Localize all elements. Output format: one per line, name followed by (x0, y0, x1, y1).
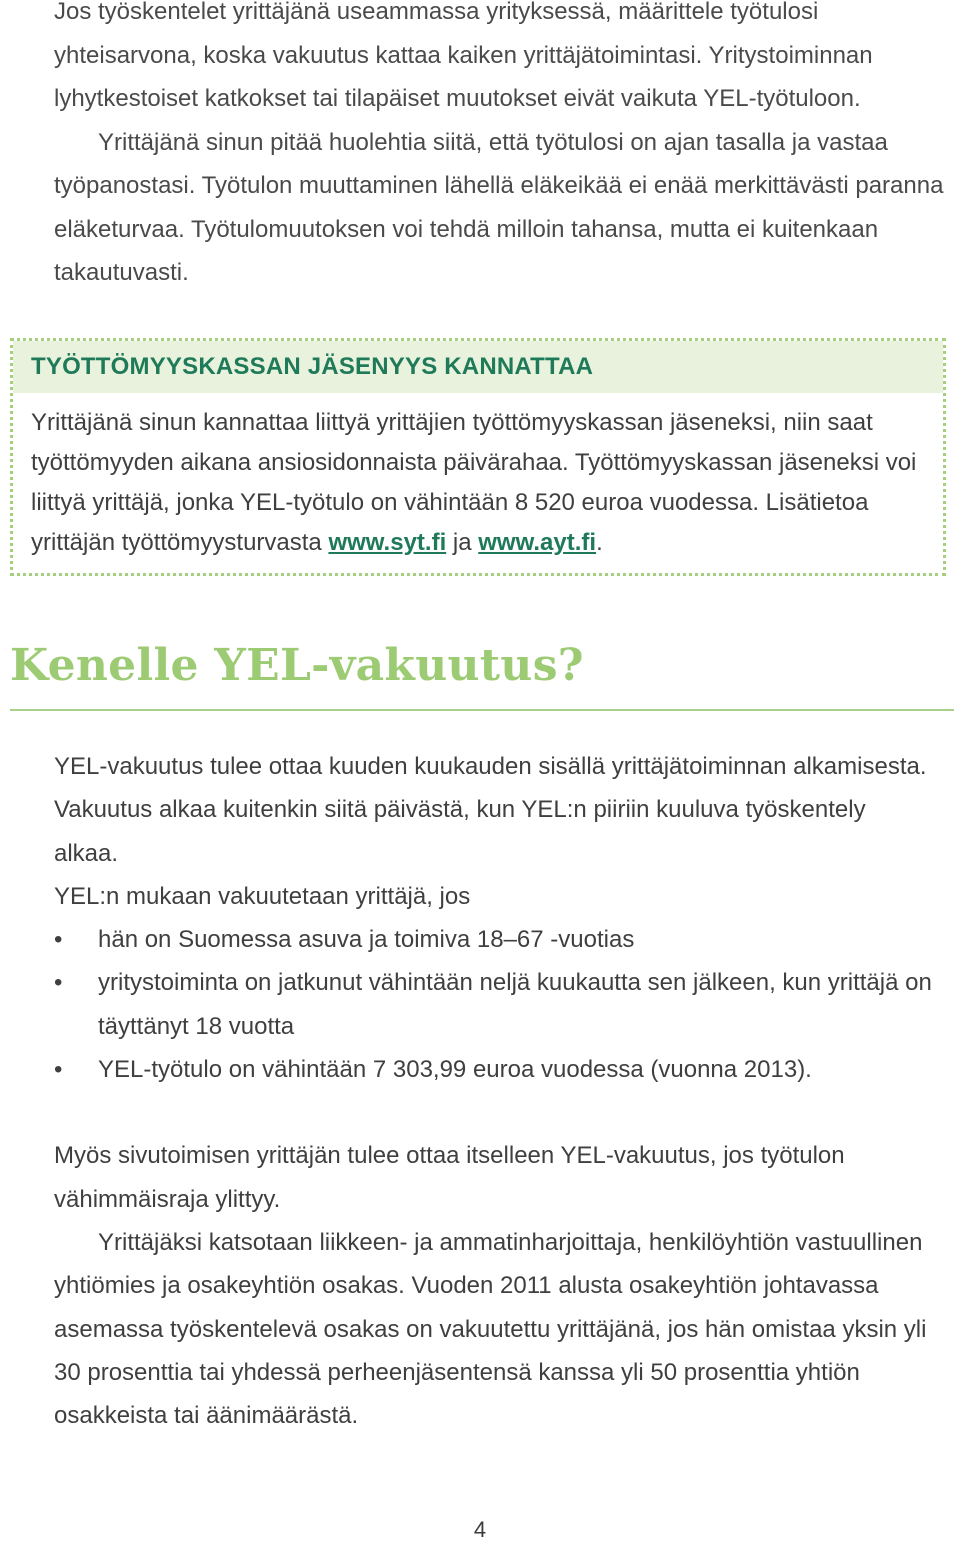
infobox-end: . (596, 529, 603, 556)
page-number: 4 (473, 1517, 487, 1542)
link-syt[interactable]: www.syt.fi (328, 529, 447, 556)
infobox-body-text: Yrittäjänä sinun kannattaa liittyä yrittäjien työttömyyskassan jäseneksi, niin saat työttömyyden aikana ansiosidonnaista päivärahaa. Työttömyyskassan jäseneksi voi liittyä yrittäjä, jonka YEL-työtulo on vähintään 8 520 euroa vuodessa. Lisätietoa yrittäjän työttömyysturvasta (31, 409, 917, 556)
bullet-icon: • (54, 926, 63, 954)
infobox-header (13, 341, 943, 393)
infobox-connector: ja (452, 529, 472, 556)
list-item-text: yritystoiminta on jatkunut vähintään neljä kuukautta sen jälkeen, kun yrittäjä on täyttänyt 18 vuotta (98, 969, 932, 1040)
list-item (54, 1048, 934, 1091)
section-heading: Kenelle YEL-vakuutus? (10, 640, 584, 691)
infobox-title: TYÖTTÖMYYSKASSAN JÄSENYYS KANNATTAA (31, 353, 594, 380)
link-ayt[interactable]: www.ayt.fi (478, 529, 597, 556)
section-divider (10, 709, 954, 711)
intro-section (54, 0, 944, 295)
list-item-text: YEL-työtulo on vähintään 7 303,99 euroa vuodessa (vuonna 2013). (98, 1056, 812, 1084)
section-paragraph-1: YEL-vakuutus tulee ottaa kuuden kuukauden sisällä yrittäjätoiminnan alkamisesta. Vakuutus alkaa kuitenkin siitä päivästä, kun YEL:n piiriin kuuluva työskentely alkaa. (54, 753, 927, 867)
list-item (54, 961, 934, 1048)
intro-paragraph-2: Yrittäjänä sinun pitää huolehtia siitä, että työtulosi on ajan tasalla ja vastaa työpanostasi. Työtulon muuttaminen lähellä eläkeikää ei enää merkittävästi paranna eläketurvaa. Työtulomuutoksen voi tehdä milloin tahansa, mutta ei kuitenkaan takautuvasti. (54, 128, 944, 286)
list-item-text: hän on Suomessa asuva ja toimiva 18–67 -vuotias (98, 926, 635, 954)
section-body (54, 745, 934, 1437)
section-paragraph-3: Yrittäjäksi katsotaan liikkeen- ja ammatinharjoittaja, henkilöyhtiön vastuullinen yhtiömies ja osakeyhtiön osakas. Vuoden 2011 alusta osakeyhtiön johtavassa asemassa työskentelevä osakas on vakuutettu yrittäjänä, jos hän omistaa yksin yli 30 prosenttia tai yhdessä perheenjäsentensä kanssa yli 50 prosenttia yhtiön osakkeista tai äänimäärästä. (54, 1228, 927, 1430)
criteria-list (54, 918, 934, 1091)
infobox-body (31, 403, 921, 563)
intro-paragraph-1: Jos työskentelet yrittäjänä useammassa yrityksessä, määrittele työtulosi yhteisarvona, koska vakuutus kattaa kaiken yrittäjätoimintasi. Yritystoiminnan lyhytkestoiset katkokset tai tilapäiset muutokset eivät vaikuta YEL-työtuloon. (54, 0, 873, 112)
list-intro: YEL:n mukaan vakuutetaan yrittäjä, jos (54, 882, 471, 910)
bullet-icon: • (54, 1056, 63, 1084)
bullet-icon: • (54, 969, 63, 997)
list-item (54, 918, 934, 961)
spacer (54, 1091, 934, 1134)
unemployment-fund-infobox (10, 338, 946, 576)
section-paragraph-2: Myös sivutoimisen yrittäjän tulee ottaa itselleen YEL-vakuutus, jos työtulon vähimmäisraja ylittyy. (54, 1142, 845, 1213)
